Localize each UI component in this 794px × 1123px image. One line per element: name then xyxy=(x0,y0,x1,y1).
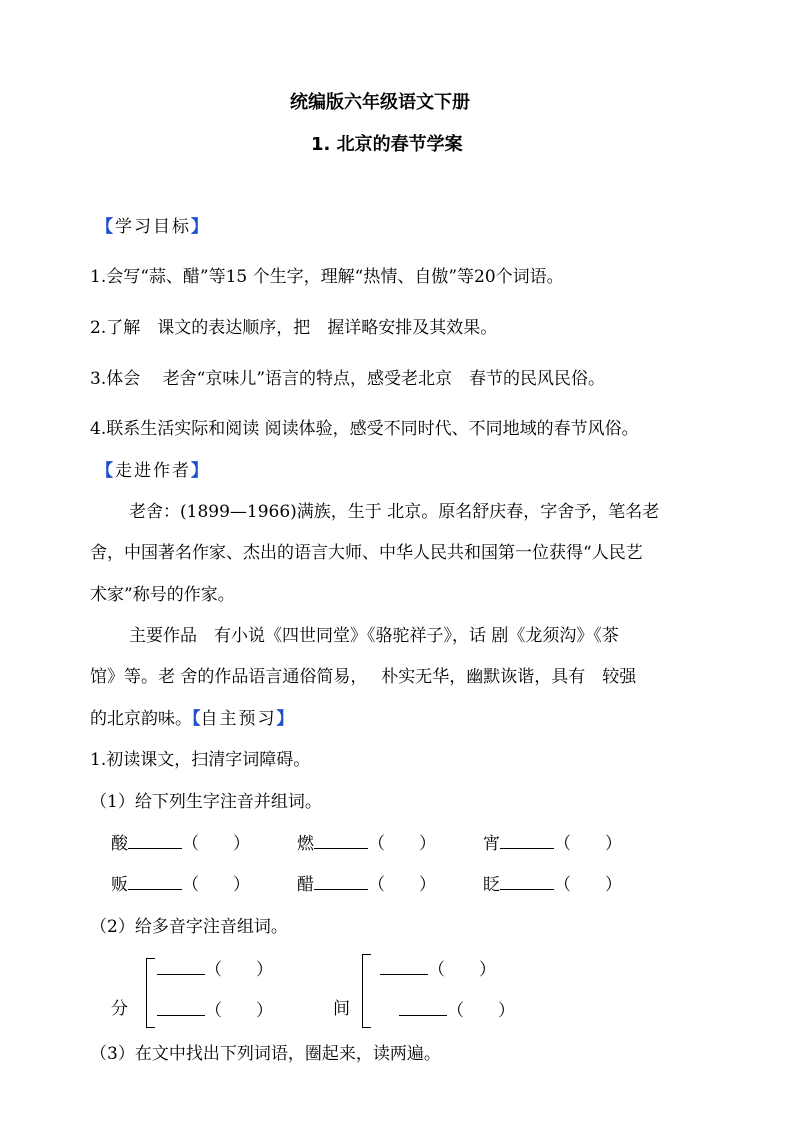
polyphone-entry[interactable] xyxy=(399,996,515,1021)
pinyin-paren[interactable]: （ ） xyxy=(428,960,496,980)
pinyin-paren[interactable]: （ ） xyxy=(554,834,622,854)
author-para1-line1: 老舍：(1899—1966)满族，生于 北京。原名舒庆春，字舍予，笔名老 xyxy=(129,502,660,522)
char-entry[interactable] xyxy=(111,870,250,895)
char-entry[interactable] xyxy=(483,829,622,854)
bracket-open-icon: 【 xyxy=(96,461,115,481)
question-3: （3）在文中找出下列词语，圈起来，读两遍。 xyxy=(90,1044,441,1064)
char-entry[interactable] xyxy=(111,829,250,854)
polyphone-entry[interactable] xyxy=(157,996,273,1021)
blank-line[interactable] xyxy=(314,875,368,890)
blank-line[interactable] xyxy=(157,960,205,975)
blank-line[interactable] xyxy=(500,834,554,849)
char-entry[interactable] xyxy=(297,870,436,895)
author-para1-line3: 术家”称号的作家。 xyxy=(90,585,235,605)
polyphone-char: 间 xyxy=(333,999,350,1019)
author-heading-text: 走进作者 xyxy=(115,461,191,481)
char-label: 燃 xyxy=(297,834,314,854)
objective-item-1: 1.会写“蒜、醋”等15 个生字，理解“热情、自傲”等20个词语。 xyxy=(90,267,564,287)
question-2: （2）给多音字注音组词。 xyxy=(90,917,288,937)
polyphone-char: 分 xyxy=(111,999,128,1019)
polyphone-entry[interactable] xyxy=(157,955,273,980)
pinyin-paren[interactable]: （ ） xyxy=(182,834,250,854)
blank-line[interactable] xyxy=(399,1001,447,1016)
bracket-open-icon: 【 xyxy=(96,217,115,237)
document-title: 统编版六年级语文下册 xyxy=(290,92,470,113)
preview-heading: 自主预习 xyxy=(200,709,277,729)
pinyin-paren[interactable]: （ ） xyxy=(182,875,250,895)
blank-line[interactable] xyxy=(128,875,182,890)
bracket-close-icon: 】 xyxy=(191,461,210,481)
lesson-title: 1. 北京的春节学案 xyxy=(311,134,463,155)
char-label: 酸 xyxy=(111,834,128,854)
char-label: 贩 xyxy=(111,875,128,895)
pinyin-paren[interactable]: （ ） xyxy=(205,1001,273,1021)
objectives-heading xyxy=(96,212,210,237)
pinyin-paren[interactable]: （ ） xyxy=(554,875,622,895)
pinyin-paren[interactable]: （ ） xyxy=(447,1001,515,1021)
char-entry[interactable] xyxy=(297,829,436,854)
left-brace-icon xyxy=(362,954,371,1028)
pinyin-paren[interactable]: （ ） xyxy=(205,960,273,980)
author-heading xyxy=(96,456,210,481)
pinyin-paren[interactable]: （ ） xyxy=(368,834,436,854)
author-para1-line2: 舍，中国著名作家、杰出的语言大师、中华人民共和国第一位获得“人民艺 xyxy=(90,543,643,563)
preview-task-1: 1.初读课文，扫清字词障碍。 xyxy=(90,750,311,770)
bracket-close-icon: 】 xyxy=(276,709,294,729)
objectives-heading-text: 学习目标 xyxy=(115,217,191,237)
pinyin-paren[interactable]: （ ） xyxy=(368,875,436,895)
blank-line[interactable] xyxy=(500,875,554,890)
author-para2-line2: 馆》等。老 舍的作品语言通俗简易， 朴实无华，幽默诙谐，具有 较强 xyxy=(90,667,637,687)
left-brace-icon xyxy=(146,958,155,1028)
author-para2-line3-with-preview-heading xyxy=(90,704,294,729)
objective-item-3: 3.体会 老舍“京味儿”语言的特点，感受老北京 春节的民风民俗。 xyxy=(90,369,606,389)
bracket-open-icon: 【 xyxy=(192,709,201,729)
blank-line[interactable] xyxy=(380,960,428,975)
char-label: 宵 xyxy=(483,834,500,854)
blank-line[interactable] xyxy=(314,834,368,849)
objective-item-2: 2.了解 课文的表达顺序，把 握详略安排及其效果。 xyxy=(90,318,498,338)
polyphone-entry[interactable] xyxy=(380,955,496,980)
objective-item-4: 4.联系生活实际和阅读 阅读体验，感受不同时代、不同地域的春节风俗。 xyxy=(90,419,639,439)
blank-line[interactable] xyxy=(128,834,182,849)
char-label: 醋 xyxy=(297,875,314,895)
char-label: 眨 xyxy=(483,875,500,895)
char-entry[interactable] xyxy=(483,870,622,895)
question-1: （1）给下列生字注音并组词。 xyxy=(90,792,322,812)
author-para2-line3: 的北京韵味。 xyxy=(90,709,192,729)
blank-line[interactable] xyxy=(157,1001,205,1016)
bracket-close-icon: 】 xyxy=(191,217,210,237)
author-para2-line1: 主要作品 有小说《四世同堂》《骆驼祥子》，话 剧《龙须沟》《茶 xyxy=(129,626,619,646)
